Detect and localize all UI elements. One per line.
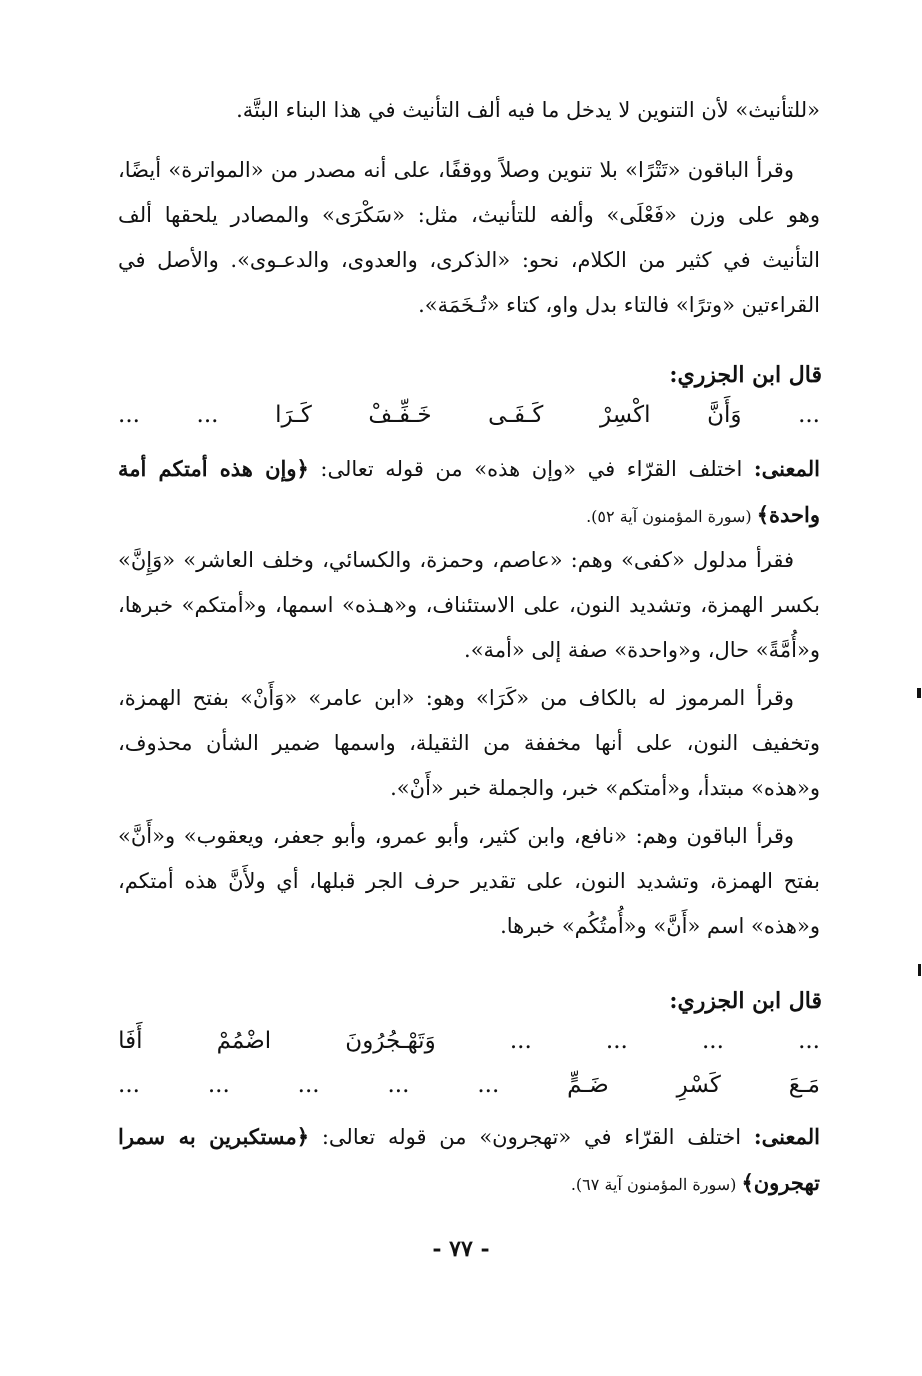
heading-ibn-jazari-2: قال ابن الجزري: — [669, 988, 822, 1014]
scan-mark — [917, 688, 921, 698]
verse-word: ... — [207, 1072, 230, 1098]
verse-word: ... — [798, 1028, 820, 1054]
verse-word: ... — [477, 1072, 500, 1098]
paragraph-5: وقرأ الباقون وهم: «نافع، وابن كثير، وأبو عمرو، وأبو جعفر، ويعقوب» و«أَنَّ» بفتح الهمزة، وتشديد النون، على تقدير حرف الجر قبلها، أي ولأَنَّ هذه أمتكم، و«هذه» اسم «أَنَّ» و«أُمتُكُم» خبرها. — [118, 824, 820, 938]
verse-word: كَـفَـى — [488, 402, 544, 428]
meaning-label: المعنى: — [753, 1124, 821, 1149]
verse-word: كَـرَا — [275, 402, 312, 428]
heading-ibn-jazari-1: قال ابن الجزري: — [669, 362, 822, 388]
verse-word: أَفَا — [118, 1028, 143, 1054]
paragraph-block-4 — [118, 676, 820, 811]
paragraph-1: «للتأنيث» لأن التنوين لا يدخل ما فيه ألف التأنيث في هذا البناء البتَّة. — [236, 98, 820, 122]
verse-word: ضَـمٍّ — [567, 1072, 609, 1098]
verse-word: ... — [196, 402, 219, 428]
verse-word: ... — [798, 402, 820, 428]
meaning-text: اختلف القرّاء في «تهجرون» من قوله تعالى: — [309, 1125, 754, 1149]
verse-word: ... — [509, 1028, 532, 1054]
scan-mark — [918, 964, 921, 976]
verse-word: مَـعَ — [788, 1072, 820, 1098]
meaning-1 — [118, 446, 820, 539]
paragraph-3: فقرأ مدلول «كفى» وهم: «عاصم، وحمزة، والكسائي، وخلف العاشر» «وَإِنَّ» بكسر الهمزة، وتشديد النون، على الاستئناف، و«هـذه» اسمها، و«أمتكم» خبرها، و«أُمَّةً» حال، و«واحدة» صفة إلى «أمة». — [118, 548, 820, 662]
meaning-label: المعنى: — [753, 456, 820, 481]
verse-word: ... — [605, 1028, 628, 1054]
paragraph-block-2 — [118, 148, 820, 328]
verse-word: كَسْرِ — [676, 1072, 721, 1098]
verse-line-3 — [118, 1072, 820, 1098]
paragraph-4: وقرأ المرموز له بالكاف من «كَرَا» وهو: «ابن عامر» «وَأَنْ» بفتح الهمزة، وتخفيف النون، على أنها مخففة من الثقيلة، واسمها ضمير الشأن محذوف، و«هذه» مبتدأ، و«أمتكم» خبر، والجملة خبر «أَنْ». — [118, 686, 820, 800]
paragraph-block-5 — [118, 814, 820, 949]
verse-word: اكْسِرْ — [599, 402, 651, 428]
paragraph-block-3 — [118, 538, 820, 673]
verse-word: وَأَنَّ — [707, 402, 742, 428]
verse-word: اضْمُمْ — [216, 1028, 272, 1054]
verse-word: ... — [118, 1072, 140, 1098]
verse-word: ... — [387, 1072, 410, 1098]
meaning-2 — [118, 1114, 820, 1207]
paragraph-2: وقرأ الباقون «تَتْرًا» بلا تنوين وصلاً ووقفًا، على أنه مصدر من «المواترة» أيضًا، وهو على وزن «فَعْلَى» وألفه للتأنيث، مثل: «سَكْرَى» والمصادر يلحقها ألف التأنيث في كثير من الكلام، نحو: «الذكرى، والعدوى، والدعـوى». والأصل في القراءتين «وترًا» فالتاء بدل واو، كتاء «تُـخَمَة». — [118, 158, 820, 317]
quran-quote: ﴿مستكبرين به سمرا تهجرون﴾ — [118, 1124, 820, 1195]
verse-word: وَتَهْـجُرُونَ — [345, 1028, 436, 1054]
page-number: - ٧٧ - — [432, 1236, 490, 1262]
meaning-text: اختلف القرّاء في «وإن هذه» من قوله تعالى: — [308, 457, 754, 481]
verse-word: خَـفِّـفْ — [368, 402, 432, 428]
verse-line-1 — [118, 402, 820, 428]
surah-reference: (سورة المؤمنون آية ٥٢). — [586, 507, 757, 526]
verse-word: ... — [297, 1072, 320, 1098]
verse-line-2 — [118, 1028, 820, 1054]
surah-reference: (سورة المؤمنون آية ٦٧). — [570, 1175, 742, 1194]
verse-word: ... — [118, 402, 140, 428]
quran-quote: ﴿وإن هذه أمتكم أمة واحدة﴾ — [118, 456, 820, 527]
verse-word: ... — [701, 1028, 724, 1054]
paragraph-intro — [118, 88, 820, 133]
